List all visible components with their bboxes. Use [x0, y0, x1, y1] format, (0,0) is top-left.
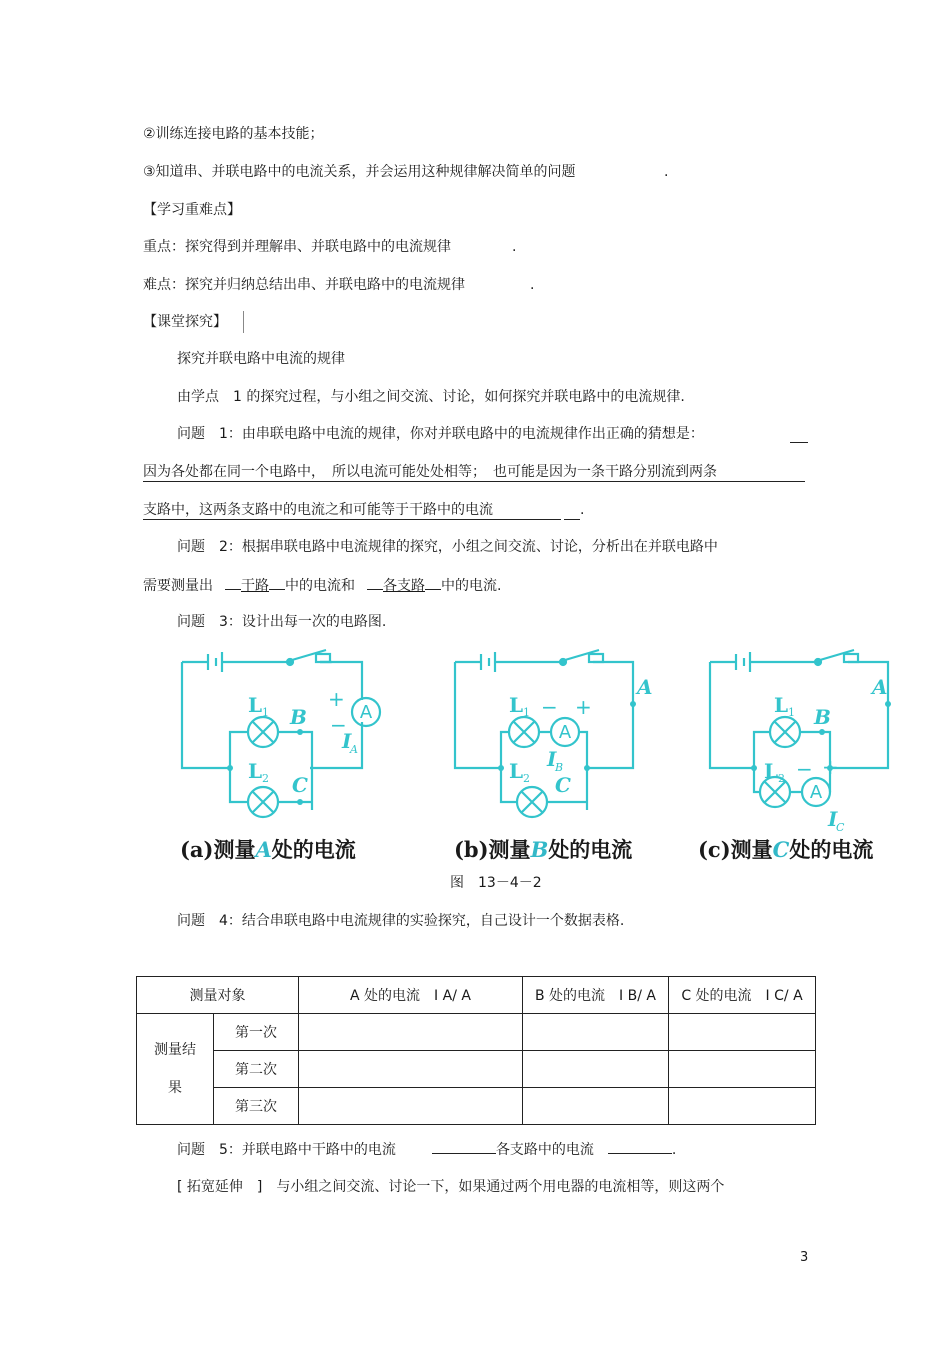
- question-2-answer: 需要测量出 干路 中的电流和 各支路 中的电流.: [143, 575, 501, 596]
- row-label: 第三次: [214, 1088, 299, 1125]
- objective-3: ③知道串、并联电路中的电流关系，并会运用这种规律解决简单的问题: [143, 164, 576, 180]
- svg-text:L: L: [764, 759, 779, 783]
- table-header-cell: 测量对象: [137, 977, 299, 1014]
- svg-text:A: A: [637, 675, 653, 699]
- svg-text:B: B: [814, 705, 831, 729]
- extension-task: [ 拓宽延伸 ] 与小组之间交流、讨论一下，如果通过两个用电器的电流相等，则这两个: [177, 1179, 725, 1195]
- svg-text:−: −: [796, 757, 813, 781]
- table-header-cell: A 处的电流 I A/ A: [299, 977, 523, 1014]
- table-header-cell: B 处的电流 I B/ A: [523, 977, 669, 1014]
- key-point-end: .: [512, 239, 517, 255]
- svg-text:C: C: [292, 773, 308, 797]
- circuit-diagram-c: [698, 640, 908, 835]
- caption-c: (c)测量C处的电流: [698, 837, 874, 862]
- page-number: 3: [800, 1250, 809, 1265]
- svg-text:B: B: [290, 705, 307, 729]
- table-header-row: [137, 977, 816, 1014]
- svg-text:A: A: [359, 702, 373, 723]
- objective-2: ②训练连接电路的基本技能；: [143, 126, 324, 142]
- table-cell[interactable]: [299, 1088, 523, 1125]
- table-row: [137, 1014, 816, 1051]
- section-class-explore: 【课堂探究】: [143, 314, 227, 330]
- difficult-point: 难点：探究并归纳总结出串、并联电路中的电流规律: [143, 277, 465, 293]
- svg-text:I: I: [342, 729, 352, 753]
- key-point: 重点：探究得到并理解串、并联电路中的电流规律: [143, 239, 451, 255]
- question-5: 问题 5：并联电路中干路中的电流 各支路中的电流 .: [177, 1139, 676, 1160]
- circuit-diagram-b: [443, 640, 673, 825]
- svg-text:−: −: [330, 713, 347, 737]
- table-cell[interactable]: [299, 1051, 523, 1088]
- caption-a: (a)测量A处的电流: [180, 837, 356, 862]
- data-table: [136, 976, 816, 1125]
- explore-intro: 由学点 1 的探究过程，与小组之间交流、讨论，如何探究并联电路中的电流规律.: [177, 389, 685, 405]
- svg-text:C: C: [555, 773, 571, 797]
- table-cell[interactable]: [299, 1014, 523, 1051]
- svg-text:1: 1: [262, 706, 269, 719]
- answer-line-2-end: .: [580, 502, 585, 518]
- svg-text:1: 1: [523, 706, 530, 719]
- row-group-label: 测量结 果: [137, 1014, 214, 1125]
- section-key-points: 【学习重难点】: [143, 202, 241, 218]
- svg-text:+: +: [575, 695, 592, 719]
- svg-text:1: 1: [788, 706, 795, 719]
- explore-title: 探究并联电路中电流的规律: [177, 351, 345, 367]
- svg-text:2: 2: [262, 772, 269, 785]
- svg-text:A: A: [558, 722, 572, 743]
- svg-text:+: +: [822, 755, 839, 779]
- row-label: 第一次: [214, 1014, 299, 1051]
- svg-text:L: L: [248, 693, 263, 717]
- svg-text:L: L: [509, 759, 524, 783]
- bracket-mark: [243, 311, 244, 333]
- question-2: 问题 2：根据串联电路中电流规律的探究，小组之间交流、讨论，分析出在并联电路中: [177, 539, 718, 555]
- circuit-diagram-a: [170, 640, 400, 825]
- svg-text:+: +: [328, 687, 345, 711]
- table-cell[interactable]: [523, 1088, 669, 1125]
- answer-line-2: 支路中，这两条支路中的电流之和可能等于干路中的电流: [143, 502, 493, 518]
- svg-text:2: 2: [778, 772, 785, 785]
- svg-text:L: L: [774, 693, 789, 717]
- svg-text:−: −: [541, 695, 558, 719]
- svg-text:I: I: [547, 747, 557, 771]
- answer-underline-3: [564, 519, 580, 520]
- answer-blank: [790, 442, 808, 443]
- caption-b: (b)测量B处的电流: [454, 837, 633, 862]
- svg-text:B: B: [555, 761, 564, 774]
- table-cell[interactable]: [523, 1051, 669, 1088]
- figure-number: 图 13－4－2: [450, 875, 542, 891]
- answer-underline-2: [143, 519, 561, 520]
- table-row: [137, 1088, 816, 1125]
- answer-line-1: 因为各处都在同一个电路中， 所以电流可能处处相等； 也可能是因为一条干路分别流到两条: [143, 464, 717, 480]
- svg-text:L: L: [248, 759, 263, 783]
- table-row: [137, 1051, 816, 1088]
- svg-text:I: I: [828, 807, 838, 831]
- table-cell[interactable]: [669, 1088, 816, 1125]
- table-cell[interactable]: [669, 1014, 816, 1051]
- difficult-point-end: .: [530, 277, 535, 293]
- answer-underline-1: [143, 481, 805, 482]
- svg-text:L: L: [509, 693, 524, 717]
- question-3: 问题 3：设计出每一次的电路图.: [177, 614, 387, 630]
- table-cell[interactable]: [523, 1014, 669, 1051]
- svg-text:A: A: [350, 743, 358, 756]
- svg-text:2: 2: [523, 772, 530, 785]
- objective-3-end: .: [664, 164, 669, 180]
- question-4: 问题 4：结合串联电路中电流规律的实验探究，自己设计一个数据表格.: [177, 913, 625, 929]
- table-cell[interactable]: [669, 1051, 816, 1088]
- table-header-cell: C 处的电流 I C/ A: [669, 977, 816, 1014]
- row-label: 第二次: [214, 1051, 299, 1088]
- question-1: 问题 1：由串联电路中电流的规律，你对并联电路中的电流规律作出正确的猜想是：: [177, 426, 704, 442]
- svg-text:A: A: [872, 675, 888, 699]
- svg-text:A: A: [809, 782, 823, 803]
- svg-text:C: C: [836, 821, 845, 834]
